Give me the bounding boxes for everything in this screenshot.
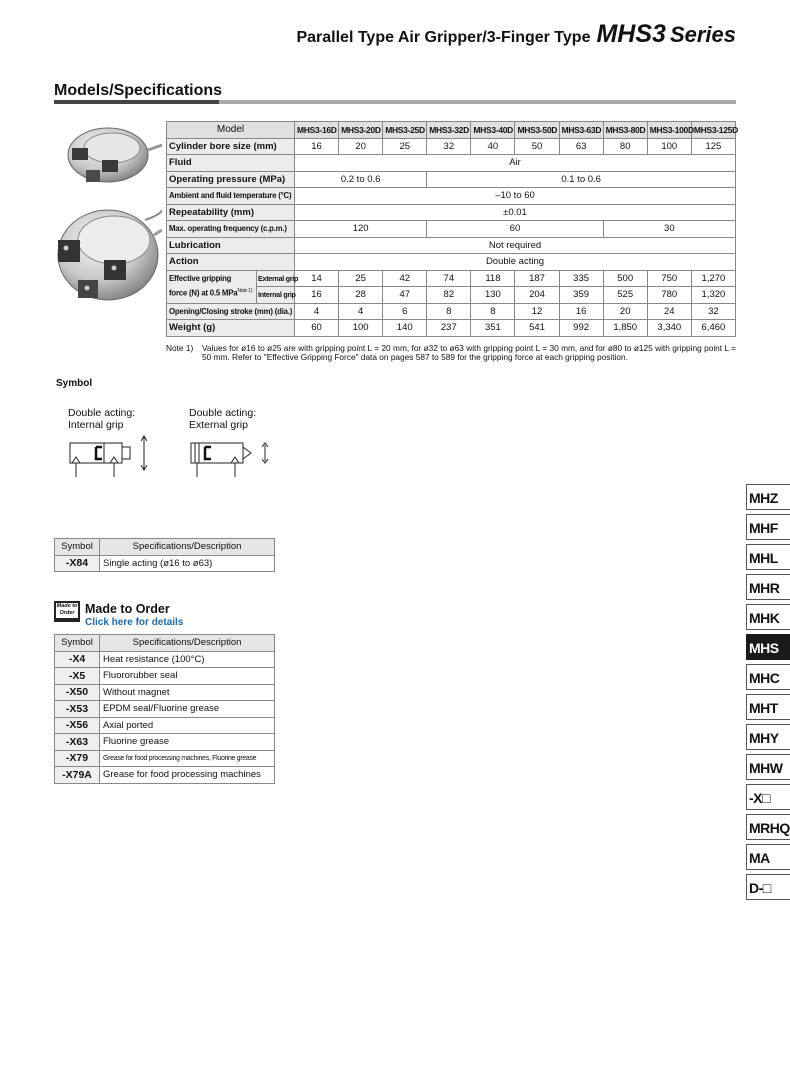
table-row-frequency <box>167 221 736 238</box>
symbol-header: Symbol <box>55 635 100 652</box>
side-tab-ma[interactable]: MA <box>746 844 790 870</box>
side-tab-mhr[interactable]: MHR <box>746 574 790 600</box>
option-description: Axial ported <box>100 717 275 734</box>
table-cell: 32 <box>691 303 735 320</box>
row-label: Opening/Closing stroke (mm) (dia.) <box>167 303 295 320</box>
specifications-table <box>166 121 736 337</box>
table-row <box>55 717 275 734</box>
table-cell: 335 <box>559 270 603 287</box>
table-cell: 6 <box>383 303 427 320</box>
table-row <box>55 734 275 751</box>
table-cell: 8 <box>471 303 515 320</box>
symbol-internal-grip <box>68 407 158 479</box>
model-header: Model <box>167 122 295 139</box>
table-cell: 32 <box>427 138 471 155</box>
model-cell: MHS3-32D <box>427 122 471 139</box>
table-row-external-grip <box>167 270 736 287</box>
row-label: Operating pressure (MPa) <box>167 171 295 188</box>
section-title: Models/Specifications <box>54 82 223 99</box>
table-cell: 780 <box>647 287 691 304</box>
table-row <box>55 701 275 718</box>
table-cell: 6,460 <box>691 320 735 337</box>
table-cell: 541 <box>515 320 559 337</box>
table-cell: 3,340 <box>647 320 691 337</box>
side-tab-mht[interactable]: MHT <box>746 694 790 720</box>
row-label: Max. operating frequency (c.p.m.) <box>167 221 295 238</box>
product-image <box>50 120 162 320</box>
option-description: Fluororubber seal <box>100 668 275 685</box>
model-cell: MHS3-50D <box>515 122 559 139</box>
description-header: Specifications/Description <box>100 539 275 556</box>
table-cell: 500 <box>603 270 647 287</box>
table-row-pressure <box>167 171 736 188</box>
made-to-order-badge-icon: Made to Order <box>54 601 80 622</box>
force-label-line1: Effective gripping <box>169 274 232 284</box>
header-subtitle: Parallel Type Air Gripper/3-Finger Type <box>296 29 591 46</box>
table-cell: 74 <box>427 270 471 287</box>
table-cell: 4 <box>295 303 339 320</box>
table-cell: 237 <box>427 320 471 337</box>
external-grip-symbol-icon <box>189 433 279 479</box>
table-row <box>55 555 275 572</box>
table-row-model <box>167 122 736 139</box>
section-rule <box>54 100 736 104</box>
side-tab-d[interactable]: D-□ <box>746 874 790 900</box>
table-cell: 351 <box>471 320 515 337</box>
table-row-temperature <box>167 188 736 205</box>
table-cell: 82 <box>427 287 471 304</box>
table-cell: 24 <box>647 303 691 320</box>
table-cell: 100 <box>339 320 383 337</box>
row-label: Cylinder bore size (mm) <box>167 138 295 155</box>
table-cell: 28 <box>339 287 383 304</box>
table-cell: 8 <box>427 303 471 320</box>
table-cell: 20 <box>339 138 383 155</box>
table-cell: 750 <box>647 270 691 287</box>
option-description: Without magnet <box>100 684 275 701</box>
table-row-fluid <box>167 155 736 172</box>
side-index-nav <box>746 484 790 904</box>
model-cell: MHS3-80D <box>603 122 647 139</box>
side-tab-mrhq[interactable]: MRHQ <box>746 814 790 840</box>
table-row-repeatability <box>167 204 736 221</box>
table-cell: 4 <box>339 303 383 320</box>
table-row-bore <box>167 138 736 155</box>
table-cell: 47 <box>383 287 427 304</box>
model-cell: MHS3-125D <box>691 122 735 139</box>
model-cell: MHS3-40D <box>471 122 515 139</box>
table-row <box>55 767 275 784</box>
table-cell: Air <box>295 155 736 172</box>
option-code: -X84 <box>55 555 100 572</box>
table-cell: 63 <box>559 138 603 155</box>
table-cell: 359 <box>559 287 603 304</box>
table-cell: 992 <box>559 320 603 337</box>
table-cell: 118 <box>471 270 515 287</box>
side-tab-mhs[interactable]: MHS <box>746 634 790 660</box>
table-cell: 50 <box>515 138 559 155</box>
table-cell: 1,320 <box>691 287 735 304</box>
table-cell: 120 <box>295 221 427 238</box>
table-row <box>55 651 275 668</box>
side-tab-mhw[interactable]: MHW <box>746 754 790 780</box>
table-cell: 187 <box>515 270 559 287</box>
table-cell: 25 <box>339 270 383 287</box>
symbol-title: Symbol <box>56 378 93 389</box>
option-description: Grease for food processing machines <box>100 767 275 784</box>
table-cell: 16 <box>295 138 339 155</box>
option-code: -X4 <box>55 651 100 668</box>
symbol-external-grip <box>189 407 279 479</box>
option-code: -X5 <box>55 668 100 685</box>
table-cell: 14 <box>295 270 339 287</box>
table-cell: 42 <box>383 270 427 287</box>
table-cell: 125 <box>691 138 735 155</box>
row-label: Lubrication <box>167 237 295 254</box>
option-code: -X53 <box>55 701 100 718</box>
table-row <box>55 750 275 767</box>
table-cell: 30 <box>603 221 735 238</box>
row-label: Repeatability (mm) <box>167 204 295 221</box>
symbol-header: Symbol <box>55 539 100 556</box>
table-cell: 1,270 <box>691 270 735 287</box>
row-label: Action <box>167 254 295 271</box>
table-cell: –10 to 60 <box>295 188 736 205</box>
table-cell: 40 <box>471 138 515 155</box>
table-row-lubrication <box>167 237 736 254</box>
table-row-weight <box>167 320 736 337</box>
table-row-action <box>167 254 736 271</box>
row-label: Fluid <box>167 155 295 172</box>
table-cell: Not required <box>295 237 736 254</box>
option-code: -X63 <box>55 734 100 751</box>
table-cell: 0.2 to 0.6 <box>295 171 427 188</box>
option-description: Fluorine grease <box>100 734 275 751</box>
symbol-external-line1: Double acting: <box>189 407 257 419</box>
side-tab-mhk[interactable]: MHK <box>746 604 790 630</box>
note-label: Note 1) <box>166 343 194 353</box>
table-cell: 130 <box>471 287 515 304</box>
table-row <box>55 539 275 556</box>
row-label: Ambient and fluid temperature (°C) <box>167 188 295 205</box>
option-code: -X56 <box>55 717 100 734</box>
side-tab-mhf[interactable]: MHF <box>746 514 790 540</box>
table-row <box>55 684 275 701</box>
model-cell: MHS3-63D <box>559 122 603 139</box>
table-cell: 525 <box>603 287 647 304</box>
option-code: -X79A <box>55 767 100 784</box>
side-tab-mhy[interactable]: MHY <box>746 724 790 750</box>
side-tab-mhc[interactable]: MHC <box>746 664 790 690</box>
table-cell: 60 <box>427 221 603 238</box>
series-name: MHS3 <box>596 20 666 48</box>
option-description: EPDM seal/Fluorine grease <box>100 701 275 718</box>
made-to-order-table <box>54 634 275 784</box>
table-cell: 12 <box>515 303 559 320</box>
option-description: Heat resistance (100°C) <box>100 651 275 668</box>
internal-grip-label: Internal grip <box>257 287 295 304</box>
table-cell: 80 <box>603 138 647 155</box>
series-word: Series <box>669 22 736 47</box>
table-row <box>55 635 275 652</box>
force-label <box>167 270 257 303</box>
table-cell: 0.1 to 0.6 <box>427 171 736 188</box>
table-cell: 60 <box>295 320 339 337</box>
table-cell: 16 <box>559 303 603 320</box>
model-cell: MHS3-25D <box>383 122 427 139</box>
side-tab-mhl[interactable]: MHL <box>746 544 790 570</box>
table-cell: Double acting <box>295 254 736 271</box>
option-description: Grease for food processing machines, Fluorine grease <box>100 750 275 767</box>
made-to-order-title: Made to Order <box>85 602 170 616</box>
side-tab-mhz[interactable]: MHZ <box>746 484 790 510</box>
option-description: Single acting (ø16 to ø63) <box>100 555 275 572</box>
symbol-external-line2: External grip <box>189 419 248 431</box>
table-cell: 140 <box>383 320 427 337</box>
option-table <box>54 538 275 572</box>
model-cell: MHS3-16D <box>295 122 339 139</box>
made-to-order-link[interactable]: Click here for details <box>85 617 184 628</box>
option-code: -X50 <box>55 684 100 701</box>
force-note-ref: Note 1) <box>237 288 253 295</box>
page-header <box>296 20 736 49</box>
table-row-stroke <box>167 303 736 320</box>
table-cell: 16 <box>295 287 339 304</box>
symbol-internal-line1: Double acting: <box>68 407 136 419</box>
table-cell: 20 <box>603 303 647 320</box>
internal-grip-symbol-icon <box>68 433 158 479</box>
table-cell: 1,850 <box>603 320 647 337</box>
model-cell: MHS3-20D <box>339 122 383 139</box>
row-label: Weight (g) <box>167 320 295 337</box>
table-note <box>166 344 736 362</box>
table-row <box>55 668 275 685</box>
description-header: Specifications/Description <box>100 635 275 652</box>
force-label-line2: force (N) at 0.5 MPa <box>169 288 238 298</box>
table-cell: 100 <box>647 138 691 155</box>
table-cell: ±0.01 <box>295 204 736 221</box>
symbol-internal-line2: Internal grip <box>68 419 124 431</box>
note-text: Values for ø16 to ø25 are with gripping point L = 20 mm, for ø32 to ø63 with gripping point L = 30 mm, and for ø80 to ø125 with gripping point L = 50 mm. Refer to "Effective Gripping Force" data on pages 587 to 589 for the gripping force at each gripping position. <box>202 343 736 362</box>
table-cell: 204 <box>515 287 559 304</box>
external-grip-label: External grip <box>257 270 295 287</box>
option-code: -X79 <box>55 750 100 767</box>
table-cell: 25 <box>383 138 427 155</box>
model-cell: MHS3-100D <box>647 122 691 139</box>
side-tab-x[interactable]: -X□ <box>746 784 790 810</box>
